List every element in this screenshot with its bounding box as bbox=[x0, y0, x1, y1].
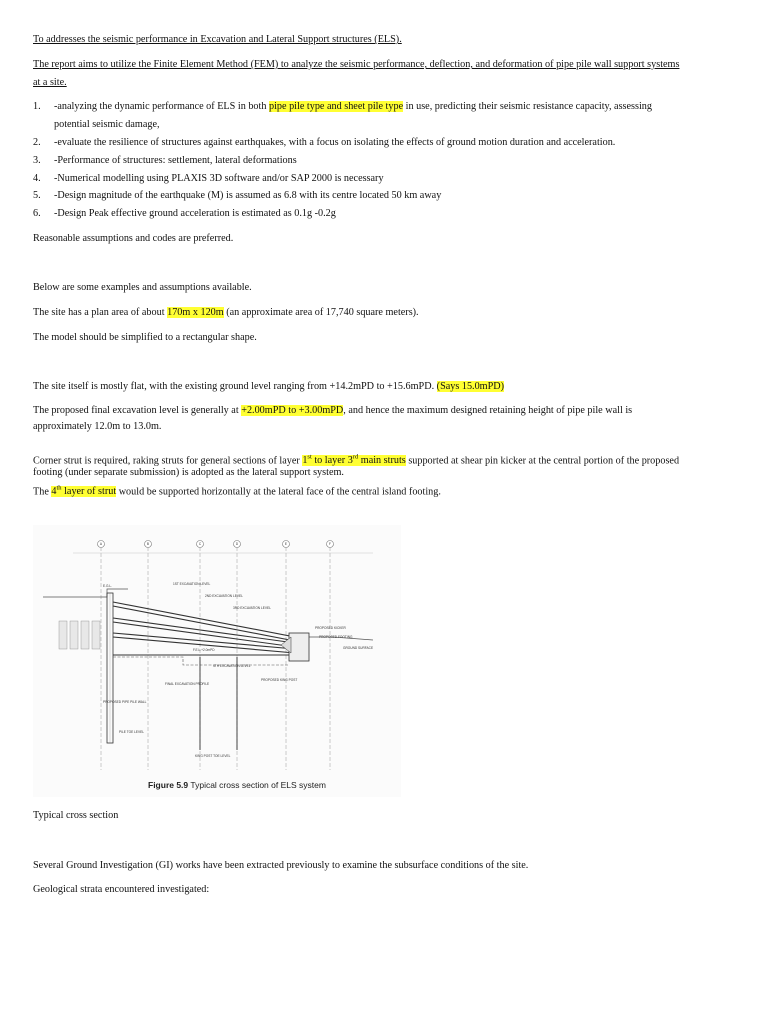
report-aim-line1: The report aims to utilize the Finite Element Method (FEM) to analyze the seismic performance, deflection, and deformation of pipe pile wall support systems bbox=[33, 59, 680, 70]
ground-level-pre: The site itself is mostly flat, with the existing ground level ranging from +14.2mPD to +15.6mPD. bbox=[33, 381, 437, 392]
label-egl: E.G.L. bbox=[103, 584, 113, 588]
grid-bubble-labels bbox=[100, 542, 331, 546]
grid-label: C bbox=[198, 542, 202, 547]
label-lvl4: 4TH EXCAVATION LEVEL bbox=[213, 664, 251, 668]
label-toe-level: PILE TOE LEVEL bbox=[119, 730, 145, 734]
plan-area bbox=[33, 305, 738, 321]
label-king-post: PROPOSED KING POST bbox=[261, 678, 298, 682]
grid-label: A bbox=[99, 542, 103, 547]
struts-hl-end: main struts bbox=[358, 455, 406, 467]
grid-label: D bbox=[235, 542, 239, 547]
excavation-line2: approximately 12.0m to 13.0m. bbox=[33, 421, 162, 432]
list-item bbox=[33, 187, 738, 205]
list-number: 4. bbox=[33, 173, 41, 184]
list-number: 1. bbox=[33, 101, 41, 112]
struts-hl-mid: to layer 3 bbox=[311, 455, 353, 467]
struts-line3-pre: The bbox=[33, 486, 52, 498]
figure-caption-text: Typical cross section of ELS system bbox=[188, 780, 326, 790]
superscript: st bbox=[307, 454, 312, 461]
label-lvl3: 3RD EXCAVATION LEVEL bbox=[233, 606, 271, 610]
list-number: 6. bbox=[33, 208, 41, 219]
list-item bbox=[33, 205, 738, 223]
highlight: (Says 15.0mPD) bbox=[436, 381, 505, 392]
highlight: pipe pile type and sheet pile type bbox=[269, 101, 404, 112]
struts-line3-hl: 4 bbox=[51, 486, 57, 498]
figure-label: Typical cross section bbox=[33, 810, 119, 821]
label-pipe-wall: PROPOSED PIPE PILE WALL bbox=[103, 700, 147, 704]
list-text-post: in use, predicting their seismic resistance capacity, assessing bbox=[403, 101, 652, 112]
list-text: -Performance of structures: settlement, lateral deformations bbox=[54, 155, 297, 166]
struts-line3 bbox=[33, 481, 738, 500]
list-item bbox=[33, 152, 738, 170]
highlight: +2.00mPD to +3.00mPD bbox=[241, 405, 344, 416]
list-item-continuation: potential seismic damage, bbox=[54, 119, 160, 130]
superscript: rd bbox=[352, 454, 359, 461]
soil-blocks bbox=[59, 621, 100, 649]
final-excavation-profile bbox=[113, 657, 289, 665]
grid-bubbles bbox=[98, 541, 334, 548]
label-kicker: PROPOSED KICKER bbox=[315, 626, 346, 630]
simplify-note: The model should be simplified to a rectangular shape. bbox=[33, 332, 257, 343]
list-text: -evaluate the resilience of structures against earthquakes, with a focus on isolating the effects of ground motion duration and acceleration. bbox=[54, 137, 616, 148]
excavation-post: , and hence the maximum designed retaining height of pipe pile wall is bbox=[343, 405, 633, 416]
excavation-pre: The proposed final excavation level is generally at bbox=[33, 405, 242, 416]
list-item bbox=[33, 170, 738, 188]
list-number: 2. bbox=[33, 137, 41, 148]
list-text bbox=[54, 101, 652, 112]
superscript: th bbox=[56, 485, 62, 492]
list-item bbox=[33, 134, 738, 152]
label-final-excavation: FINAL EXCAVATION PROFILE bbox=[165, 682, 210, 686]
els-cross-section-figure bbox=[33, 525, 401, 797]
list-text: -Numerical modelling using PLAXIS 3D software and/or SAP 2000 is necessary bbox=[54, 173, 384, 184]
strata-heading: Geological strata encountered investigated: bbox=[33, 884, 210, 895]
struts-line3-post: would be supported horizontally at the lateral face of the central island footing. bbox=[116, 486, 441, 498]
central-footing bbox=[289, 633, 309, 661]
cross-section-drawing bbox=[33, 525, 401, 797]
figure-caption-number: Figure 5.9 bbox=[148, 780, 189, 790]
struts-hl1: 1 bbox=[302, 455, 308, 467]
examples-intro: Below are some examples and assumptions available. bbox=[33, 282, 252, 293]
assumptions-note: Reasonable assumptions and codes are preferred. bbox=[33, 233, 234, 244]
list-text-pre: -analyzing the dynamic performance of ELS in both bbox=[54, 101, 269, 112]
list-number: 5. bbox=[33, 190, 41, 201]
label-lvl2: 2ND EXCAVATION LEVEL bbox=[205, 594, 243, 598]
highlight bbox=[51, 486, 116, 497]
plan-area-pre: The site has a plan area of about bbox=[33, 307, 168, 318]
label-ground: GROUND SURFACE bbox=[343, 646, 374, 650]
label-king-post-toe: KING POST TOE LEVEL bbox=[195, 754, 231, 758]
list-number: 3. bbox=[33, 155, 41, 166]
list-text: -Design Peak effective ground acceleration is estimated as 0.1g -0.2g bbox=[54, 208, 336, 219]
grid-label: B bbox=[146, 542, 150, 547]
report-aim-line2: at a site. bbox=[33, 77, 67, 88]
grid-label: F bbox=[329, 542, 331, 547]
excavation-line1 bbox=[33, 403, 738, 419]
grid-label: E bbox=[284, 542, 288, 547]
figure-caption bbox=[148, 780, 326, 790]
list-text: -Design magnitude of the earthquake (M) is assumed as 6.8 with its centre located 50 km away bbox=[54, 190, 442, 201]
ground-level bbox=[33, 379, 738, 395]
struts-pre: Corner strut is required, raking struts for general sections of layer bbox=[33, 455, 303, 467]
list-item bbox=[33, 98, 738, 116]
highlight: 170m x 120m bbox=[167, 307, 224, 318]
intro-heading: To addresses the seismic performance in Excavation and Lateral Support structures (ELS). bbox=[33, 34, 402, 45]
struts-line3-hl2: layer of strut bbox=[61, 486, 117, 498]
gi-paragraph: Several Ground Investigation (GI) works have been extracted previously to examine the subsurface conditions of the site. bbox=[33, 860, 529, 871]
label-footing: PROPOSED FOOTING bbox=[319, 635, 353, 639]
label-lvl1: 1ST EXCAVATION LEVEL bbox=[173, 582, 211, 586]
plan-area-post: (an approximate area of 17,740 square meters). bbox=[223, 307, 419, 318]
struts-post: supported at shear pin kicker at the central portion of the proposed bbox=[405, 455, 680, 467]
label-fel: F.E.L.+2.0mPD bbox=[193, 648, 215, 652]
struts-line2: footing (under separate submission) is adopted as the lateral support system. bbox=[33, 467, 344, 478]
